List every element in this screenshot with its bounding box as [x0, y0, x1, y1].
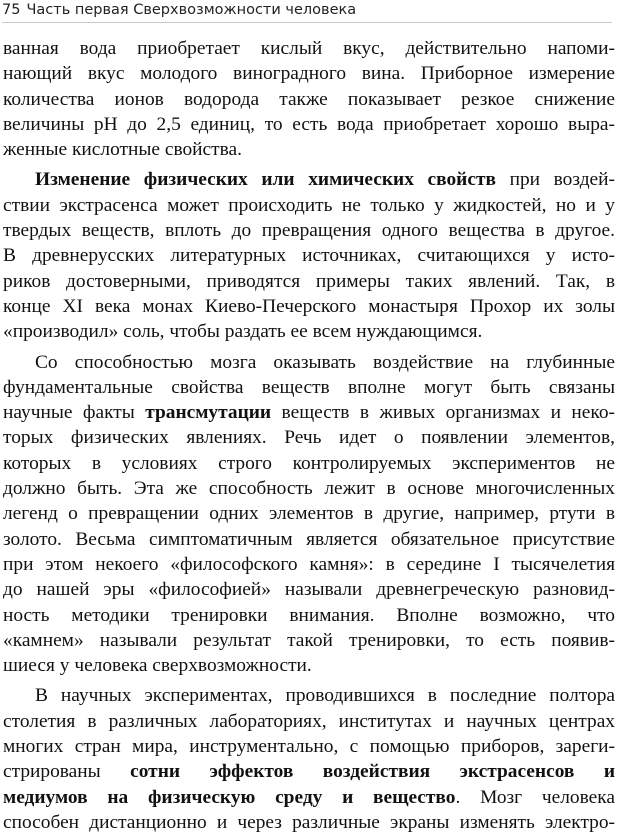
- body-text: [3, 36, 615, 835]
- text-line: [3, 243, 615, 268]
- text-line: [3, 709, 615, 734]
- text-line: [3, 476, 615, 501]
- text-run: стрированы: [3, 761, 131, 783]
- text-line: [3, 759, 615, 784]
- text-line: [3, 734, 615, 759]
- text-run: конце XI века монах Киево-Печерского монастыря Прохор их золы: [3, 295, 615, 317]
- bold-term: сотни эффектов воздействия экстрасенсов и: [130, 761, 615, 783]
- text-run: . Мозг человека: [455, 786, 615, 808]
- page-number: 75: [2, 2, 21, 18]
- paragraph: [3, 36, 615, 162]
- text-run: фундаментальные свойства веществ вполне могут быть связаны: [3, 376, 615, 398]
- text-run: ность методики тренировки внимания. Вполне возможно, что: [3, 604, 615, 626]
- text-line: [3, 294, 615, 319]
- text-run: ствии экстрасенса может происходить не только у жидкостей, но и у: [3, 194, 615, 216]
- text-run: ванная вода приобретает кислый вкус, действительно напоми-: [3, 38, 615, 59]
- text-run: при этом некоего «философского камня»: в середине I тысячелетия: [3, 553, 615, 575]
- text-line: [3, 400, 615, 425]
- bold-term: Изменение физических или химических свойств: [35, 169, 496, 191]
- text-line: [3, 451, 615, 476]
- text-line: [3, 683, 615, 708]
- text-line: [3, 785, 615, 810]
- text-run: торых физических явлениях. Речь идет о появлении элементов,: [3, 427, 615, 449]
- paragraph: [3, 167, 615, 344]
- text-line: [3, 350, 615, 375]
- bold-term: медиумов на физическую среду и вещество: [3, 786, 456, 808]
- paragraph: [3, 683, 615, 835]
- paragraph: [3, 350, 615, 679]
- text-line: [3, 527, 615, 552]
- text-run: риков достоверными, приводятся примеры таких явлений. Так, в: [3, 270, 615, 292]
- text-line: [3, 218, 615, 243]
- text-run: количества ионов водорода также показывает резкое снижение: [3, 88, 615, 110]
- text-line: [3, 319, 615, 344]
- text-run: легенд о превращении одних элементов в другие, например, ртути в: [3, 503, 615, 525]
- text-run: нающий вкус молодого виноградного вина. Приборное измерение: [3, 63, 615, 85]
- text-line: [3, 137, 615, 162]
- running-title: Часть первая Сверхвозможности человека: [26, 2, 357, 18]
- text-run: при воздей-: [495, 169, 615, 191]
- text-line: [3, 36, 615, 61]
- text-line: [3, 167, 615, 192]
- text-run: должно быть. Эта же способность лежит в основе многочисленных: [3, 478, 615, 500]
- text-run: шиеся у человека сверхвозможности.: [3, 655, 312, 677]
- text-line: [3, 193, 615, 218]
- text-run: научные факты: [3, 402, 146, 424]
- text-line: [3, 577, 615, 602]
- text-run: Со способностью мозга оказывать воздействие на глубинные: [35, 351, 615, 373]
- text-run: столетия в различных лабораториях, институтах и научных центрах: [3, 710, 615, 732]
- text-line: [3, 628, 615, 653]
- text-line: [3, 112, 615, 137]
- text-line: [3, 552, 615, 577]
- text-run: «производил» соль, чтобы раздать ее всем нуждающимся.: [3, 321, 483, 343]
- text-run: В научных экспериментах, проводившихся в последние полтора: [35, 685, 615, 707]
- bold-term: трансмутации: [145, 402, 272, 424]
- text-run: которых в условиях строго контролируемых экспериментов не: [3, 452, 615, 474]
- text-run: золото. Весьма симптоматичным является обязательное присутствие: [3, 528, 615, 550]
- text-run: многих стран мира, инструментально, с помощью приборов, зареги-: [3, 736, 615, 758]
- text-run: твердых веществ, вплоть до превращения одного вещества в другое.: [3, 220, 615, 242]
- text-run: способен дистанционно и через различные экраны изменять электро-: [3, 811, 615, 833]
- text-run: до нашей эры «философией» называли древнегреческую разновид-: [3, 579, 615, 601]
- text-line: [3, 603, 615, 628]
- text-run: «камнем» называли результат такой тренировки, то есть появив-: [3, 629, 615, 651]
- text-line: [3, 61, 615, 86]
- running-header: [2, 0, 612, 23]
- text-line: [3, 501, 615, 526]
- text-line: [3, 810, 615, 835]
- text-line: [3, 87, 615, 112]
- text-run: величины pH до 2,5 единиц, то есть вода приобретает хорошо выра-: [3, 113, 615, 135]
- text-run: В древнерусских литературных источниках, считающихся у исто-: [3, 245, 615, 267]
- text-run: веществ в живых организмах и неко-: [271, 402, 615, 424]
- text-line: [3, 653, 615, 678]
- text-run: женные кислотные свойства.: [3, 139, 242, 161]
- text-line: [3, 269, 615, 294]
- text-line: [3, 375, 615, 400]
- text-line: [3, 425, 615, 450]
